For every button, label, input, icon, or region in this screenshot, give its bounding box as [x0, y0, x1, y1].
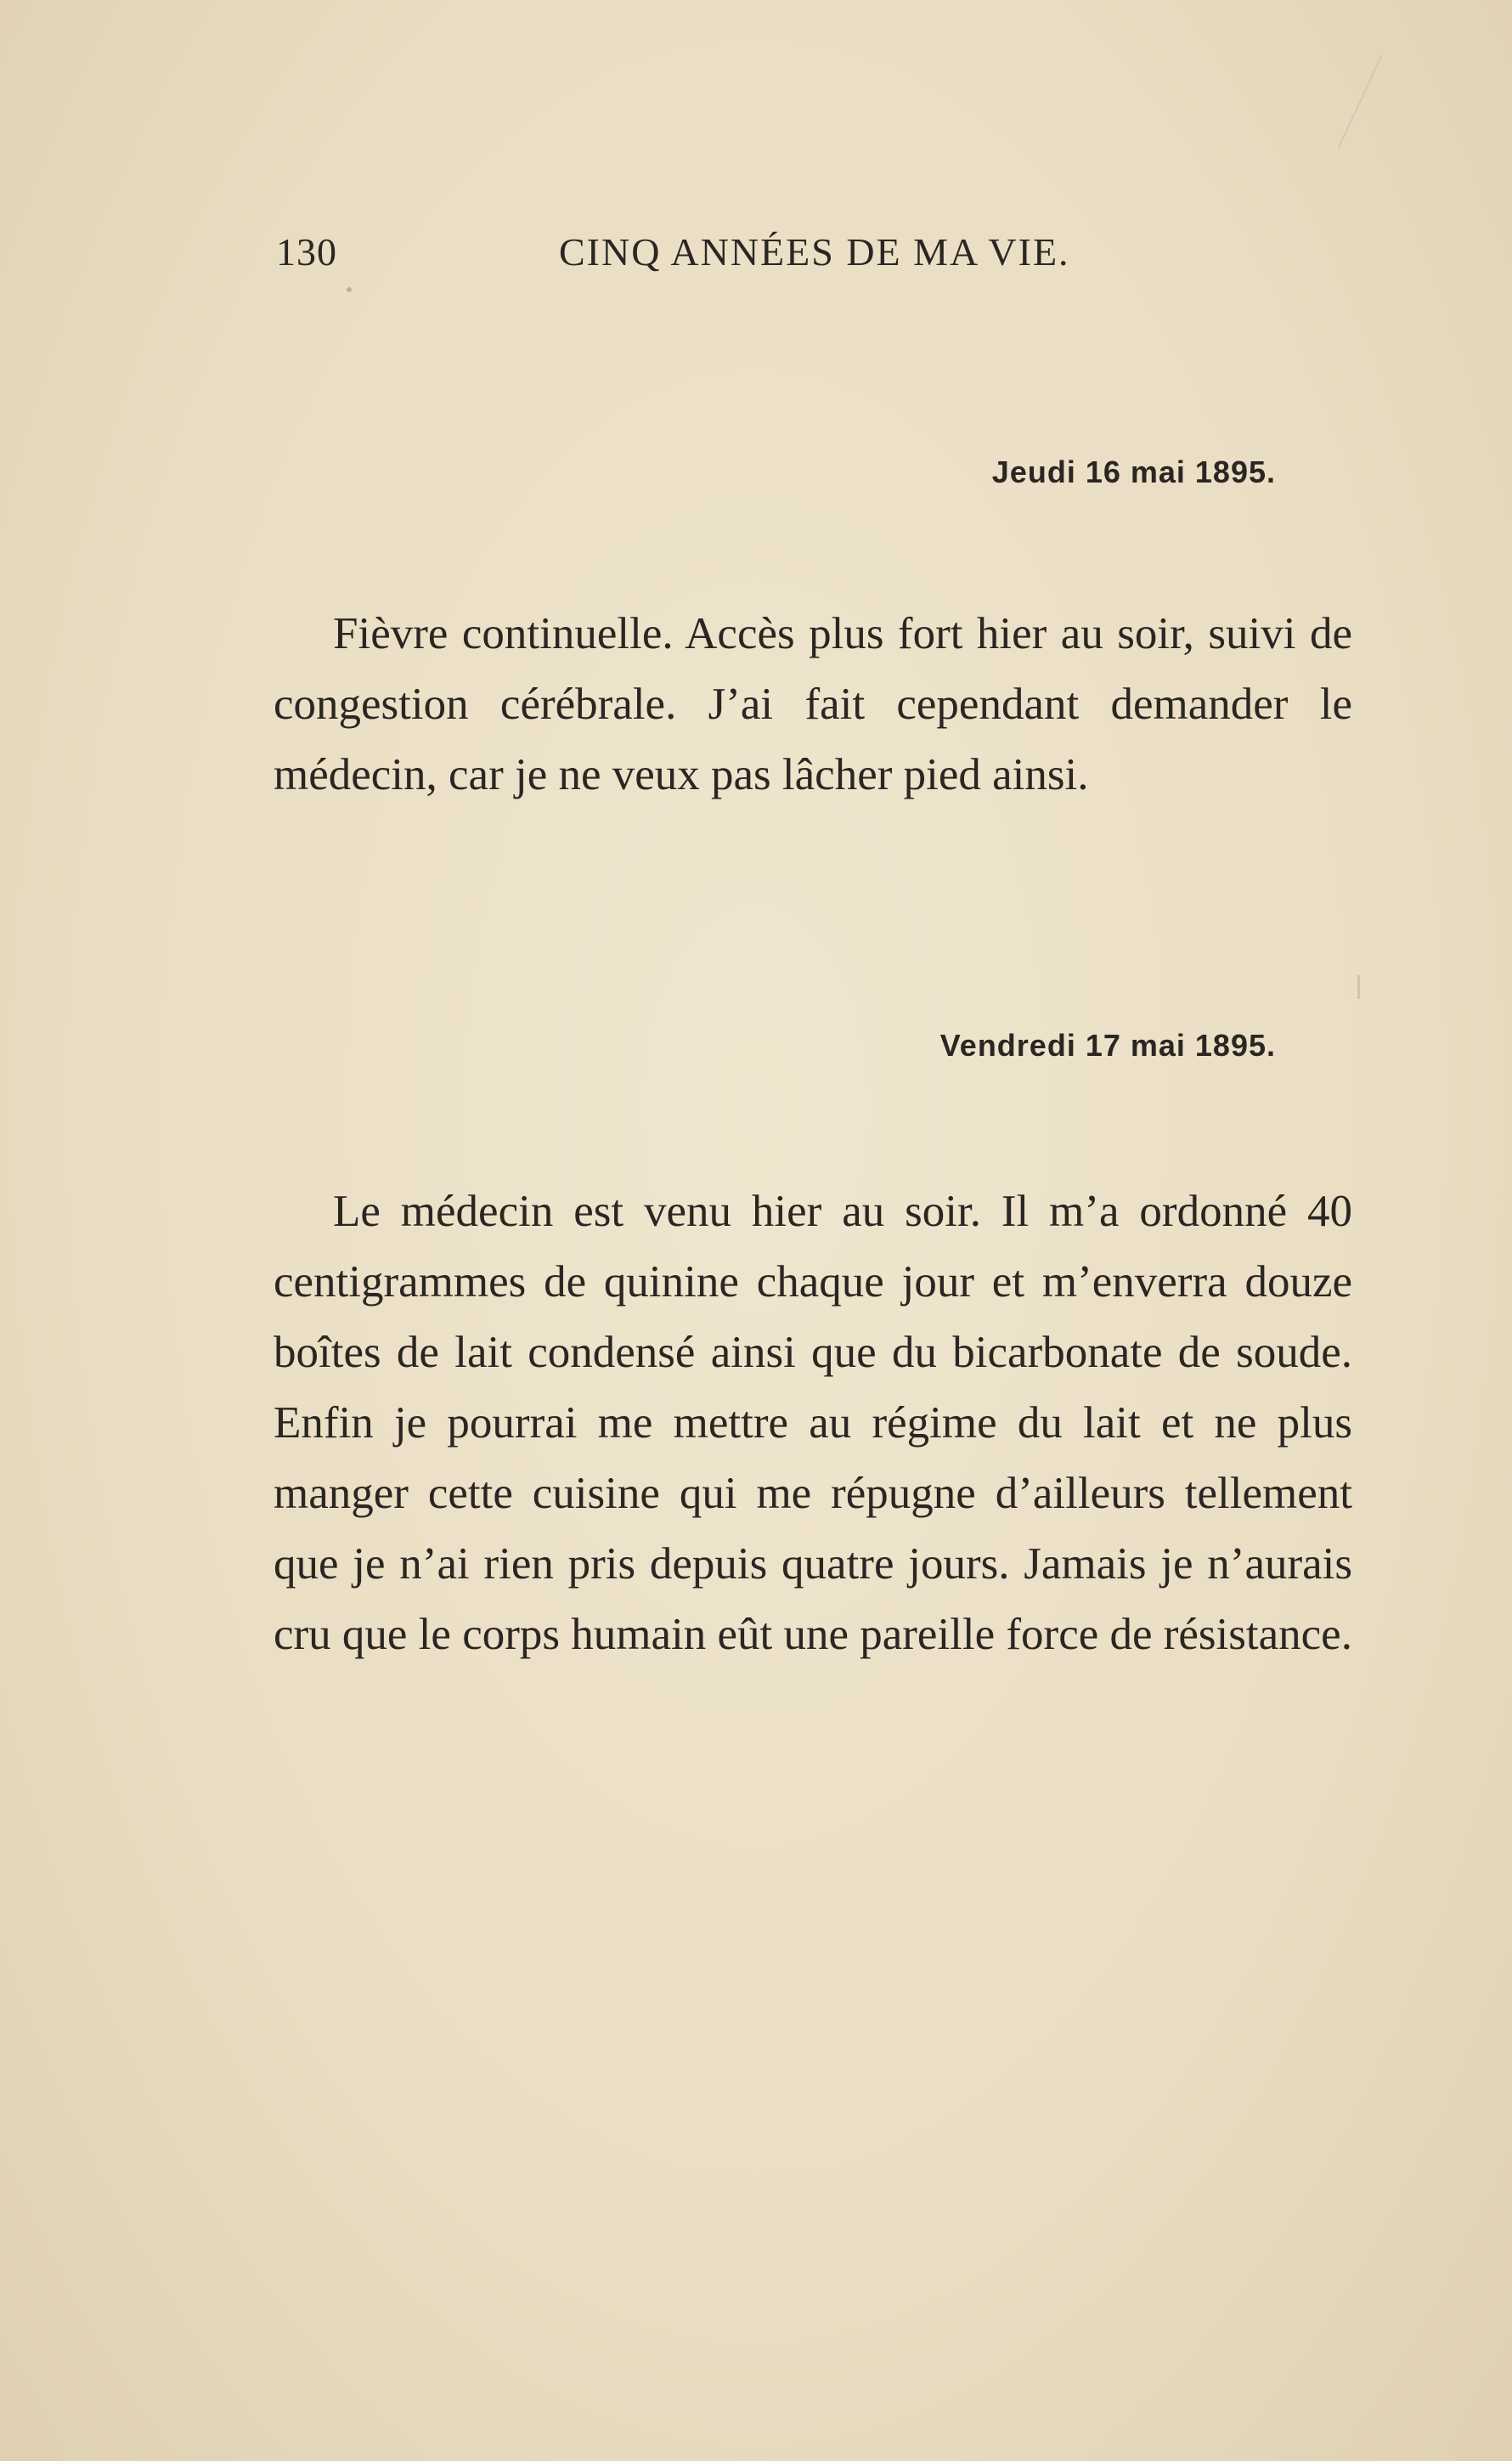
paper-speck: [347, 287, 352, 292]
entry-text-2: Le médecin est venu hier au soir. Il m’a ordonné 40 centigrammes de quinine chaque jour et m’enverra douze boîtes de lait condensé ainsi que du bicarbonate de soude. Enfin je pourrai me mettre au régime du lait et ne plus manger cette cuisine qui me répugne d’ailleurs tellement que je n’ai rien pris depuis quatre jours. Jamais je n’aurais cru que le corps humain eût une pareille force de résistance.: [274, 1187, 1352, 1659]
paper-scratch: [1338, 55, 1383, 149]
page-header: [276, 229, 1126, 289]
page-number: 130: [276, 230, 337, 274]
running-title: CINQ ANNÉES DE MA VIE.: [559, 230, 1070, 274]
entry-text-1: Fièvre continuelle. Accès plus fort hier au soir, suivi de congestion cérébrale. J’ai fait cependant demander le médecin, car je ne veux pas lâcher pied ainsi.: [274, 609, 1352, 799]
entry-date-1: Jeudi 16 mai 1895.: [991, 454, 1276, 489]
entry-date-2: Vendredi 17 mai 1895.: [939, 1028, 1276, 1063]
paper-scratch: [1357, 975, 1360, 999]
